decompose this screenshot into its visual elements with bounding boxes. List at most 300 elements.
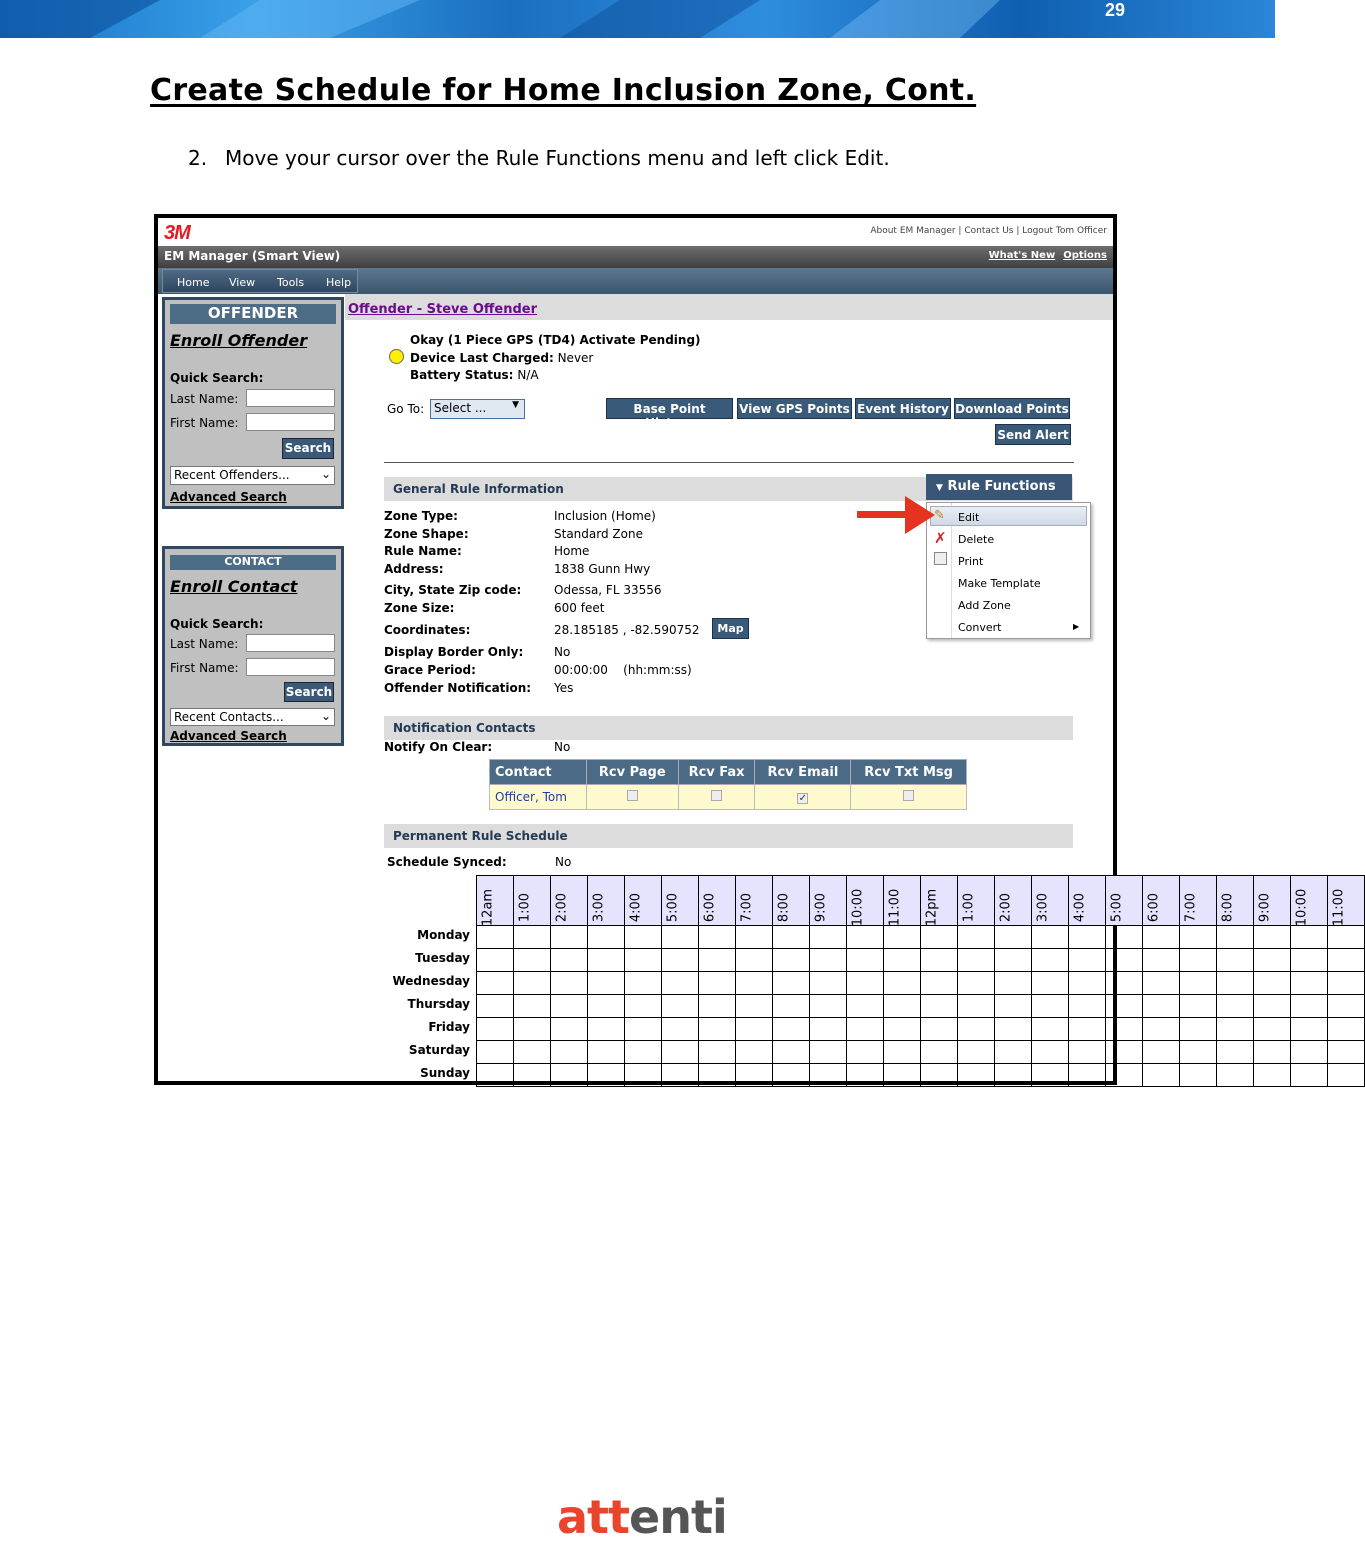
schedule-cell[interactable] <box>736 1018 773 1041</box>
schedule-cell[interactable] <box>477 1064 514 1087</box>
schedule-cell[interactable] <box>1032 995 1069 1018</box>
hour-label: 12pm <box>924 888 940 927</box>
schedule-cell[interactable] <box>1291 949 1328 972</box>
schedule-cell[interactable] <box>1291 1018 1328 1041</box>
schedule-cell[interactable] <box>625 995 662 1018</box>
header-links <box>981 250 1107 261</box>
schedule-cell[interactable] <box>921 1018 958 1041</box>
schedule-cell[interactable] <box>847 972 884 995</box>
hour-label: 11:00 <box>887 888 903 927</box>
day-label: Monday <box>417 928 470 942</box>
rcv-txt-checkbox[interactable] <box>903 790 914 801</box>
schedule-cell[interactable] <box>958 949 995 972</box>
schedule-cell[interactable] <box>514 1064 551 1087</box>
base-point-history-button[interactable]: Base Point History <box>606 398 733 419</box>
hour-label: 4:00 <box>1072 892 1088 923</box>
hour-label: 3:00 <box>591 892 607 923</box>
schedule-cell[interactable] <box>884 1041 921 1064</box>
schedule-cell[interactable] <box>995 972 1032 995</box>
schedule-cell[interactable] <box>1217 949 1254 972</box>
schedule-cell[interactable] <box>736 949 773 972</box>
whats-new-link[interactable]: What's New <box>988 250 1056 261</box>
notification-contacts-header: Notification Contacts <box>384 716 1073 740</box>
schedule-cell[interactable] <box>514 1041 551 1064</box>
schedule-cell[interactable] <box>884 1018 921 1041</box>
schedule-cell[interactable] <box>699 1041 736 1064</box>
top-links[interactable]: About EM Manager | Contact Us | Logout Tom Officer <box>870 226 1107 236</box>
schedule-cell[interactable] <box>662 1064 699 1087</box>
step-number: 2. <box>188 146 208 170</box>
column-header: Rcv Txt Msg <box>851 760 967 785</box>
schedule-cell[interactable] <box>625 1018 662 1041</box>
column-header: Rcv Page <box>586 760 678 785</box>
schedule-cell[interactable] <box>1217 1018 1254 1041</box>
offender-advanced-search-link[interactable]: Advanced Search <box>170 490 287 504</box>
menu-item-print[interactable]: Print <box>958 555 984 568</box>
schedule-cell[interactable] <box>921 1041 958 1064</box>
schedule-cell[interactable] <box>995 995 1032 1018</box>
schedule-cell[interactable] <box>699 972 736 995</box>
schedule-cell[interactable] <box>1291 1041 1328 1064</box>
view-gps-points-button[interactable]: View GPS Points <box>737 398 852 419</box>
day-label: Sunday <box>420 1066 470 1080</box>
schedule-cell[interactable] <box>514 949 551 972</box>
hour-header <box>847 876 884 926</box>
schedule-cell[interactable] <box>995 949 1032 972</box>
schedule-cell[interactable] <box>699 995 736 1018</box>
schedule-cell[interactable] <box>588 995 625 1018</box>
menu-item-delete[interactable]: Delete <box>958 533 995 546</box>
schedule-cell[interactable] <box>1254 1064 1291 1087</box>
hour-header <box>1032 876 1069 926</box>
schedule-cell[interactable] <box>958 1064 995 1087</box>
schedule-cell[interactable] <box>1180 1041 1217 1064</box>
hour-label: 10:00 <box>1294 888 1310 927</box>
step-text: Move your cursor over the Rule Functions menu and left click Edit. <box>225 146 890 170</box>
hour-label: 9:00 <box>813 892 829 923</box>
contact-first-name-input[interactable] <box>246 658 335 676</box>
hour-label: 8:00 <box>1220 892 1236 923</box>
hour-label: 1:00 <box>961 892 977 923</box>
schedule-cell[interactable] <box>588 1041 625 1064</box>
rule-label: Zone Size: <box>384 601 455 615</box>
schedule-cell[interactable] <box>662 949 699 972</box>
schedule-cell[interactable] <box>1328 949 1365 972</box>
schedule-cell[interactable] <box>884 972 921 995</box>
enroll-offender-link[interactable]: Enroll Offender <box>170 331 308 350</box>
schedule-cell[interactable] <box>736 1041 773 1064</box>
hour-header <box>995 876 1032 926</box>
schedule-cell[interactable] <box>1106 1018 1143 1041</box>
device-status: Okay (1 Piece GPS (TD4) Activate Pending) <box>410 333 701 347</box>
print-icon <box>934 552 947 565</box>
contact-last-name-label: Last Name: <box>170 637 239 651</box>
schedule-cell[interactable] <box>514 1018 551 1041</box>
rule-label: Display Border Only: <box>384 645 524 659</box>
hour-header <box>736 876 773 926</box>
schedule-cell[interactable] <box>1143 1018 1180 1041</box>
checkbox-cell <box>851 785 967 810</box>
hour-header <box>1291 876 1328 926</box>
goto-label: Go To: <box>387 402 425 416</box>
schedule-cell[interactable] <box>1180 949 1217 972</box>
hour-header <box>773 876 810 926</box>
hour-header <box>551 876 588 926</box>
day-label: Tuesday <box>415 951 470 965</box>
schedule-cell[interactable] <box>1069 1018 1106 1041</box>
schedule-cell[interactable] <box>1180 1064 1217 1087</box>
schedule-cell[interactable] <box>588 949 625 972</box>
page-number: 29 <box>1104 0 1125 20</box>
rule-functions-button[interactable] <box>926 474 1072 500</box>
hour-header <box>625 876 662 926</box>
first-name-label: First Name: <box>170 416 239 430</box>
schedule-cell[interactable] <box>551 1041 588 1064</box>
schedule-cell[interactable] <box>1328 1064 1365 1087</box>
schedule-cell[interactable] <box>1217 995 1254 1018</box>
schedule-cell[interactable] <box>477 1041 514 1064</box>
menu-item-convert[interactable]: Convert <box>958 621 1002 634</box>
rule-functions-label: Rule Functions <box>947 479 1056 494</box>
schedule-cell[interactable] <box>1328 972 1365 995</box>
schedule-cell[interactable] <box>773 949 810 972</box>
divider <box>384 462 1074 463</box>
schedule-cell[interactable] <box>958 972 995 995</box>
app-title: EM Manager (Smart View) <box>158 246 1113 268</box>
rule-label: Zone Shape: <box>384 527 469 541</box>
rcv-page-checkbox[interactable] <box>627 790 638 801</box>
schedule-cell[interactable] <box>921 995 958 1018</box>
logo-part-1: att <box>557 1490 630 1544</box>
contact-search-button[interactable]: Search <box>284 682 334 702</box>
day-label: Saturday <box>408 1043 470 1057</box>
schedule-cell[interactable] <box>477 949 514 972</box>
rule-value: Home <box>554 544 590 558</box>
schedule-cell[interactable] <box>773 972 810 995</box>
schedule-row <box>477 1064 1365 1087</box>
rule-label: Grace Period: <box>384 663 476 677</box>
menu-item-add-zone[interactable]: Add Zone <box>958 599 1011 612</box>
rule-label: Coordinates: <box>384 623 471 637</box>
chevron-down-icon: ⌄ <box>320 709 331 723</box>
schedule-cell[interactable] <box>884 995 921 1018</box>
rule-label: Zone Type: <box>384 509 458 523</box>
menu-tools[interactable]: Tools <box>277 276 305 289</box>
contact-last-name-input[interactable] <box>246 634 335 652</box>
schedule-cell[interactable] <box>662 1041 699 1064</box>
3m-logo: 3M <box>164 222 190 244</box>
schedule-cell[interactable] <box>773 1041 810 1064</box>
schedule-cell[interactable] <box>1106 949 1143 972</box>
contact-header: CONTACT <box>170 555 336 570</box>
hour-label: 1:00 <box>517 892 533 923</box>
schedule-cell[interactable] <box>958 995 995 1018</box>
schedule-cell[interactable] <box>736 995 773 1018</box>
schedule-cell[interactable] <box>810 1064 847 1087</box>
menu-home[interactable]: Home <box>177 276 210 289</box>
rule-label: Rule Name: <box>384 544 462 558</box>
hour-header <box>1143 876 1180 926</box>
schedule-cell[interactable] <box>1180 1018 1217 1041</box>
submenu-arrow-icon: ▶ <box>1073 622 1080 631</box>
coordinates-value: 28.185185 , -82.590752 <box>554 623 700 637</box>
logo-part-2: enti <box>629 1490 727 1544</box>
recent-offenders-value: Recent Offenders... <box>174 468 290 482</box>
schedule-cell[interactable] <box>551 1018 588 1041</box>
options-link[interactable]: Options <box>1063 250 1107 261</box>
schedule-cell[interactable] <box>995 1064 1032 1087</box>
schedule-cell[interactable] <box>736 1064 773 1087</box>
schedule-cell[interactable] <box>847 995 884 1018</box>
schedule-cell[interactable] <box>810 1018 847 1041</box>
schedule-cell[interactable] <box>551 995 588 1018</box>
schedule-cell[interactable] <box>1143 972 1180 995</box>
schedule-cell[interactable] <box>1291 1064 1328 1087</box>
schedule-cell[interactable] <box>1106 995 1143 1018</box>
schedule-cell[interactable] <box>588 1018 625 1041</box>
schedule-cell[interactable] <box>1217 972 1254 995</box>
schedule-cell[interactable] <box>1217 1064 1254 1087</box>
hour-label: 3:00 <box>1035 892 1051 923</box>
schedule-cell[interactable] <box>1032 949 1069 972</box>
menu-help[interactable]: Help <box>326 276 352 289</box>
last-name-label: Last Name: <box>170 392 239 406</box>
schedule-cell[interactable] <box>1032 1018 1069 1041</box>
schedule-cell[interactable] <box>810 972 847 995</box>
map-button[interactable]: Map <box>712 618 749 639</box>
notify-on-clear-label: Notify On Clear: <box>384 740 493 754</box>
main-menu <box>162 269 358 293</box>
edit-highlight <box>930 506 1087 526</box>
schedule-cell[interactable] <box>699 1064 736 1087</box>
schedule-cell[interactable] <box>847 949 884 972</box>
red-arrow-icon <box>855 494 939 536</box>
table-row <box>490 785 967 810</box>
schedule-cell[interactable] <box>958 1018 995 1041</box>
offender-last-name-input[interactable] <box>246 389 335 407</box>
table-header-row <box>490 760 967 785</box>
schedule-cell[interactable] <box>1180 995 1217 1018</box>
schedule-cell[interactable] <box>1106 1064 1143 1087</box>
instruction-step <box>188 146 890 170</box>
goto-value: Select ... <box>434 401 487 415</box>
checkbox-cell <box>755 785 851 810</box>
schedule-cell[interactable] <box>995 1041 1032 1064</box>
offender-header: OFFENDER <box>170 304 336 324</box>
rule-value: No <box>554 645 571 659</box>
schedule-cell[interactable] <box>514 972 551 995</box>
schedule-cell[interactable] <box>1069 1041 1106 1064</box>
schedule-cell[interactable] <box>625 1041 662 1064</box>
schedule-cell[interactable] <box>1180 972 1217 995</box>
pencil-icon: ✎ <box>934 508 945 523</box>
contact-name[interactable]: Officer, Tom <box>490 785 587 810</box>
schedule-cell[interactable] <box>1069 995 1106 1018</box>
schedule-cell[interactable] <box>847 1064 884 1087</box>
offender-search-button[interactable]: Search <box>282 438 334 459</box>
contact-first-name-label: First Name: <box>170 661 239 675</box>
hour-header <box>588 876 625 926</box>
schedule-cell[interactable] <box>995 1018 1032 1041</box>
schedule-cell[interactable] <box>958 1041 995 1064</box>
schedule-cell[interactable] <box>921 972 958 995</box>
schedule-cell[interactable] <box>625 949 662 972</box>
schedule-cell[interactable] <box>1069 949 1106 972</box>
schedule-cell[interactable] <box>1143 949 1180 972</box>
download-points-button[interactable]: Download Points <box>954 398 1070 419</box>
contact-panel <box>162 546 344 746</box>
schedule-cell[interactable] <box>477 1018 514 1041</box>
menu-item-make-template[interactable]: Make Template <box>958 577 1041 590</box>
hour-label: 11:00 <box>1331 888 1347 927</box>
schedule-cell[interactable] <box>810 949 847 972</box>
hour-header <box>514 876 551 926</box>
schedule-cell[interactable] <box>810 995 847 1018</box>
offender-panel <box>162 297 344 509</box>
menu-view[interactable]: View <box>229 276 256 289</box>
schedule-cell[interactable] <box>1254 972 1291 995</box>
hour-header <box>1328 876 1365 926</box>
recent-offenders-select[interactable] <box>170 466 335 485</box>
screenshot-frame <box>154 214 1347 1085</box>
schedule-cell[interactable] <box>477 995 514 1018</box>
schedule-row <box>477 949 1365 972</box>
schedule-cell[interactable] <box>1032 1064 1069 1087</box>
schedule-cell[interactable] <box>847 1041 884 1064</box>
schedule-cell[interactable] <box>1328 995 1365 1018</box>
day-label: Friday <box>428 1020 470 1034</box>
hour-label: 7:00 <box>739 892 755 923</box>
event-history-button[interactable]: Event History <box>855 398 951 419</box>
schedule-cell[interactable] <box>847 1018 884 1041</box>
schedule-cell[interactable] <box>810 1041 847 1064</box>
schedule-cell[interactable] <box>1254 995 1291 1018</box>
schedule-row <box>477 972 1365 995</box>
hour-header <box>1254 876 1291 926</box>
contact-advanced-search-link[interactable]: Advanced Search <box>170 729 287 743</box>
hour-header <box>1106 876 1143 926</box>
schedule-cell[interactable] <box>1254 1041 1291 1064</box>
schedule-cell[interactable] <box>699 1018 736 1041</box>
schedule-cell[interactable] <box>1143 1064 1180 1087</box>
offender-first-name-input[interactable] <box>246 413 335 431</box>
caret-down-icon: ▼ <box>936 483 943 493</box>
schedule-cell[interactable] <box>662 972 699 995</box>
hour-header <box>1217 876 1254 926</box>
schedule-cell[interactable] <box>662 1018 699 1041</box>
schedule-cell[interactable] <box>773 995 810 1018</box>
schedule-cell[interactable] <box>1106 972 1143 995</box>
hour-label: 4:00 <box>628 892 644 923</box>
hour-label: 2:00 <box>998 892 1014 923</box>
battery-value: N/A <box>517 368 539 382</box>
schedule-cell[interactable] <box>1032 972 1069 995</box>
rcv-email-checkbox[interactable]: ✓ <box>798 793 808 804</box>
schedule-cell[interactable] <box>1254 1018 1291 1041</box>
send-alert-button[interactable]: Send Alert <box>995 424 1071 445</box>
banner-decoration <box>0 0 1275 38</box>
day-label: Wednesday <box>392 974 470 988</box>
schedule-cell[interactable] <box>1106 1041 1143 1064</box>
hour-header <box>810 876 847 926</box>
notify-on-clear-value: No <box>554 740 571 754</box>
schedule-cell[interactable] <box>551 949 588 972</box>
rule-value: 600 feet <box>554 601 605 615</box>
schedule-synced-label: Schedule Synced: <box>387 855 507 869</box>
schedule-cell[interactable] <box>588 1064 625 1087</box>
checkbox-cell <box>586 785 678 810</box>
goto-select[interactable] <box>430 399 525 419</box>
schedule-cell[interactable] <box>921 949 958 972</box>
schedule-cell[interactable] <box>551 972 588 995</box>
schedule-cell[interactable] <box>551 1064 588 1087</box>
schedule-cell[interactable] <box>884 949 921 972</box>
menu-item-edit[interactable]: Edit <box>958 511 980 524</box>
schedule-cell[interactable] <box>736 972 773 995</box>
hour-header <box>477 876 514 926</box>
schedule-cell[interactable] <box>699 949 736 972</box>
schedule-cell[interactable] <box>625 972 662 995</box>
hours-row <box>477 876 1365 926</box>
schedule-cell[interactable] <box>477 972 514 995</box>
schedule-cell[interactable] <box>1254 949 1291 972</box>
column-header: Contact <box>490 760 587 785</box>
schedule-cell[interactable] <box>1069 972 1106 995</box>
rule-value: Inclusion (Home) <box>554 509 656 523</box>
hour-label: 2:00 <box>554 892 570 923</box>
schedule-cell[interactable] <box>625 1064 662 1087</box>
status-indicator <box>389 349 404 364</box>
hour-header <box>1069 876 1106 926</box>
offender-link[interactable]: Offender - Steve Offender <box>348 302 538 317</box>
schedule-cell[interactable] <box>1143 1041 1180 1064</box>
recent-contacts-select[interactable] <box>170 708 335 726</box>
schedule-cell[interactable] <box>514 995 551 1018</box>
hour-label: 6:00 <box>702 892 718 923</box>
day-label: Thursday <box>407 997 470 1011</box>
schedule-cell[interactable] <box>773 1064 810 1087</box>
permanent-schedule-header: Permanent Rule Schedule <box>384 824 1073 848</box>
schedule-cell[interactable] <box>1217 1041 1254 1064</box>
rule-value: Odessa, FL 33556 <box>554 583 662 597</box>
last-charged-label: Device Last Charged: <box>410 351 554 365</box>
dropdown-arrow-icon: ▼ <box>512 400 519 410</box>
schedule-cell[interactable] <box>1291 995 1328 1018</box>
rule-label: Offender Notification: <box>384 681 532 695</box>
rule-label: City, State Zip code: <box>384 583 522 597</box>
rule-value: 1838 Gunn Hwy <box>554 562 651 576</box>
schedule-cell[interactable] <box>1291 972 1328 995</box>
rule-value: Yes <box>554 681 574 695</box>
enroll-contact-link[interactable]: Enroll Contact <box>170 577 298 596</box>
general-rule-header: General Rule Information <box>384 477 1073 501</box>
rcv-fax-checkbox[interactable] <box>711 790 722 801</box>
schedule-cell[interactable] <box>1328 1041 1365 1064</box>
schedule-cell[interactable] <box>884 1064 921 1087</box>
schedule-cell[interactable] <box>1069 1064 1106 1087</box>
hour-label: 5:00 <box>1109 892 1125 923</box>
quick-search-label: Quick Search: <box>170 371 264 385</box>
schedule-cell[interactable] <box>588 972 625 995</box>
schedule-cell[interactable] <box>921 1064 958 1087</box>
attenti-logo <box>557 1490 727 1544</box>
schedule-cell[interactable] <box>773 1018 810 1041</box>
schedule-cell[interactable] <box>662 995 699 1018</box>
schedule-cell[interactable] <box>1032 1041 1069 1064</box>
schedule-cell[interactable] <box>1328 1018 1365 1041</box>
schedule-cell[interactable] <box>1143 995 1180 1018</box>
chevron-down-icon: ⌄ <box>320 467 331 481</box>
